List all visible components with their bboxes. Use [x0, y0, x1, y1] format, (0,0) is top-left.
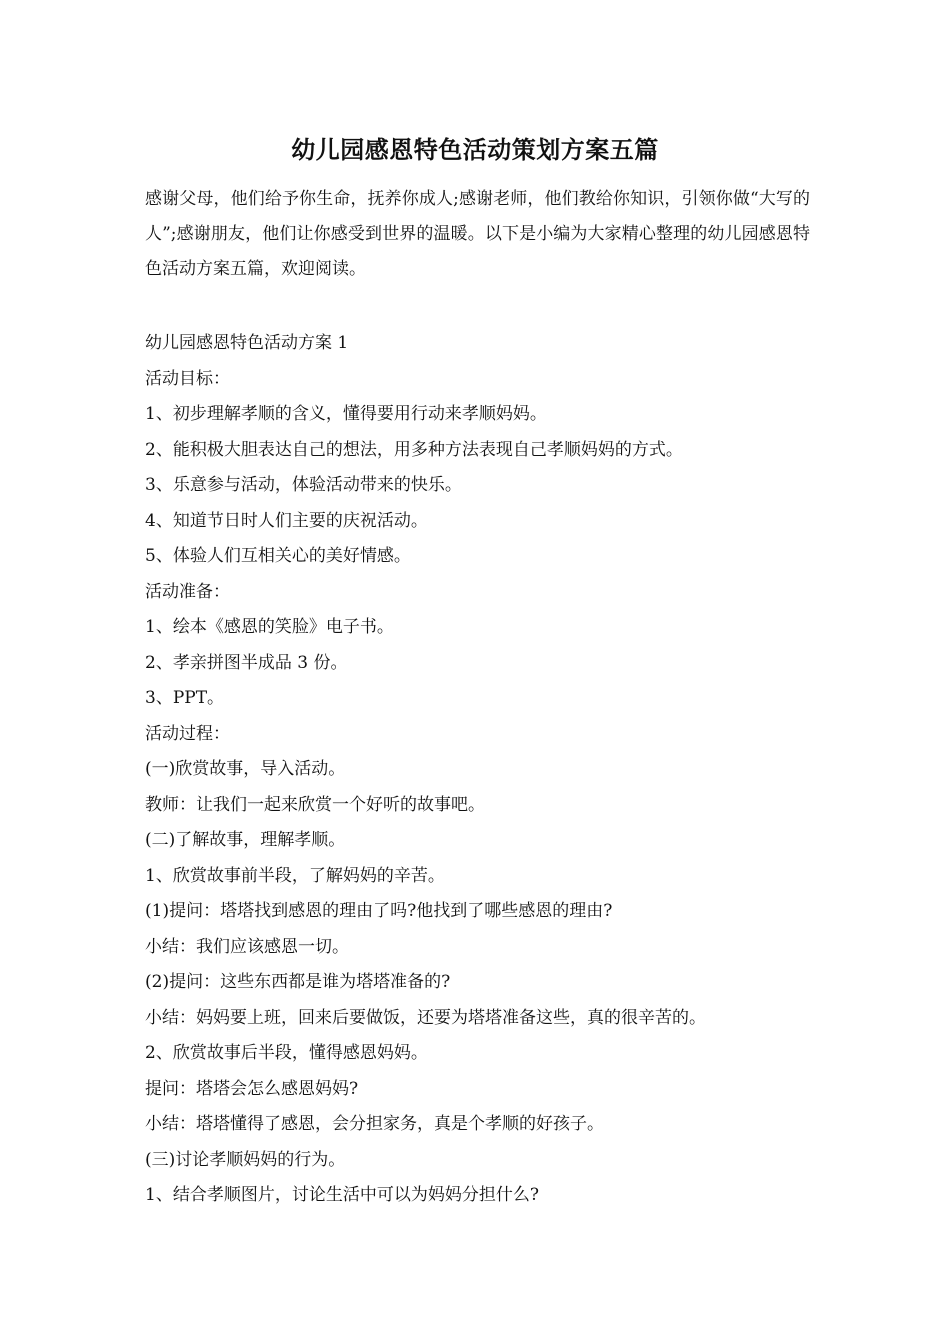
body-line: (2)提问：这些东西都是谁为塔塔准备的?	[145, 972, 451, 992]
body-line: 幼儿园感恩特色活动方案 1	[145, 333, 349, 353]
body-line: 1、结合孝顺图片，讨论生活中可以为妈妈分担什么?	[145, 1185, 539, 1205]
body-line: 小结：妈妈要上班，回来后要做饭，还要为塔塔准备这些，真的很辛苦的。	[145, 1007, 706, 1028]
body-line: 1、初步理解孝顺的含义，懂得要用行动来孝顺妈妈。	[145, 404, 547, 424]
document-title: 幼儿园感恩特色活动策划方案五篇	[291, 135, 659, 164]
body-line: 1、欣赏故事前半段，了解妈妈的辛苦。	[145, 865, 445, 886]
body-line: 活动准备：	[145, 581, 230, 602]
body-line: 1、绘本《感恩的笑脸》电子书。	[145, 617, 394, 637]
body-line: 3、乐意参与活动，体验活动带来的快乐。	[145, 475, 462, 495]
body-line: 活动过程：	[145, 723, 230, 744]
body-line: 5、体验人们互相关心的美好情感。	[145, 546, 411, 566]
body-line: 2、能积极大胆表达自己的想法，用多种方法表现自己孝顺妈妈的方式。	[145, 439, 683, 460]
body-line: 3、PPT。	[145, 688, 225, 708]
body-line: 教师：让我们一起来欣赏一个好听的故事吧。	[145, 794, 485, 815]
intro-paragraph: 感谢父母，他们给予你生命，抚养你成人;感谢老师，他们教给你知识，引领你做“大写的人”;感谢朋友，他们让你感受到世界的温暖。以下是小编为大家精心整理的幼儿园感恩特色活动方案五篇，欢迎阅读。	[145, 189, 810, 279]
body-line: 活动目标：	[145, 368, 230, 389]
body-line: 小结：我们应该感恩一切。	[145, 936, 349, 957]
body-line: 4、知道节日时人们主要的庆祝活动。	[145, 510, 428, 531]
body-line: 2、孝亲拼图半成品 3 份。	[145, 652, 348, 673]
body-line: (二)了解故事，理解孝顺。	[145, 830, 346, 850]
body-line: 小结：塔塔懂得了感恩，会分担家务，真是个孝顺的好孩子。	[145, 1114, 604, 1134]
body-line: (一)欣赏故事，导入活动。	[145, 759, 346, 779]
body-line: (1)提问：塔塔找到感恩的理由了吗?他找到了哪些感恩的理由?	[145, 901, 613, 921]
document-body	[145, 326, 810, 1214]
body-line: (三)讨论孝顺妈妈的行为。	[145, 1149, 346, 1170]
body-line: 提问：塔塔会怎么感恩妈妈?	[145, 1078, 359, 1099]
body-line: 2、欣赏故事后半段，懂得感恩妈妈。	[145, 1043, 428, 1063]
